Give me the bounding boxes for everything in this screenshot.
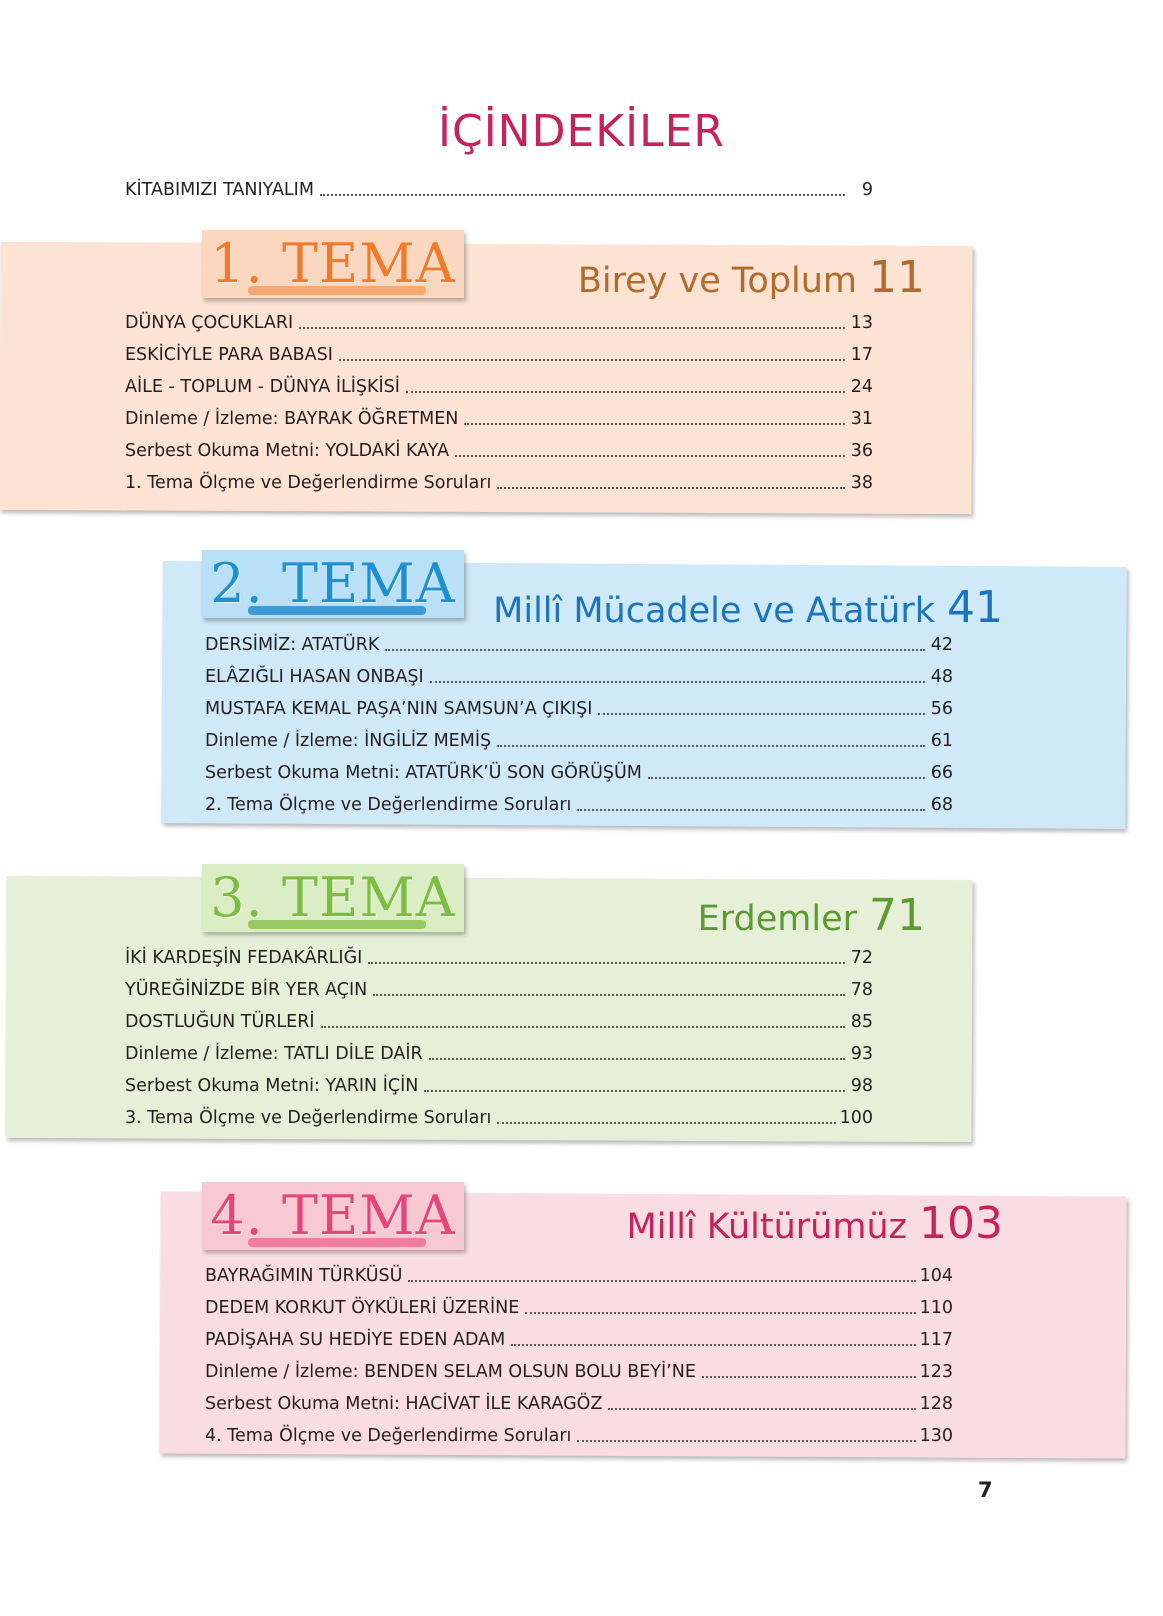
page-number: 7: [978, 1478, 993, 1502]
toc-entry[interactable]: [205, 1424, 953, 1448]
entry-page: 93: [850, 1044, 873, 1064]
toc-entry[interactable]: [125, 946, 873, 970]
entry-title: 1. Tema Ölçme ve Değerlendirme Soruları: [125, 473, 492, 493]
entry-page: 66: [930, 763, 953, 783]
theme-3-tag: [202, 864, 464, 932]
entry-title: Serbest Okuma Metni: YARIN İÇİN: [125, 1076, 419, 1096]
entry-page: 123: [919, 1362, 953, 1382]
toc-entry-intro[interactable]: [125, 178, 873, 202]
dot-leader: [429, 1057, 845, 1060]
theme-2-start-page: 41: [947, 582, 1003, 633]
entry-title: MUSTAFA KEMAL PAŞA’NIN SAMSUN’A ÇIKIŞI: [205, 699, 593, 719]
theme-3-tag-text: 3. TEMA: [210, 866, 456, 929]
toc-entry[interactable]: [125, 343, 873, 367]
entry-title: DERSİMİZ: ATATÜRK: [205, 635, 380, 655]
theme-4-tag-text: 4. TEMA: [210, 1184, 456, 1247]
theme-1-tag: [202, 230, 464, 298]
toc-entry[interactable]: [125, 407, 873, 431]
dot-leader: [497, 486, 845, 489]
dot-leader: [577, 808, 925, 811]
entry-title: 3. Tema Ölçme ve Değerlendirme Soruları: [125, 1108, 492, 1128]
entry-page: 24: [850, 377, 873, 397]
entry-title: DÜNYA ÇOCUKLARI: [125, 313, 294, 333]
entry-page: 85: [850, 1012, 873, 1032]
entry-page: 17: [850, 345, 873, 365]
dot-leader: [430, 680, 925, 683]
entry-title: ESKİCİYLE PARA BABASI: [125, 345, 333, 365]
dot-leader: [406, 390, 845, 393]
entry-title: Dinleme / İzleme: İNGİLİZ MEMİŞ: [205, 731, 492, 751]
entry-page: 72: [850, 948, 873, 968]
dot-leader: [373, 993, 845, 996]
dot-leader: [497, 1121, 835, 1124]
entry-page: 31: [850, 409, 873, 429]
dot-leader: [464, 422, 845, 425]
toc-entry[interactable]: [205, 1392, 953, 1416]
entry-page: 68: [930, 795, 953, 815]
theme-3-title: Erdemler: [697, 899, 857, 939]
dot-leader: [577, 1439, 915, 1442]
toc-entry[interactable]: [125, 471, 873, 495]
entry-page: 48: [930, 667, 953, 687]
entry-page: 128: [919, 1394, 953, 1414]
page-title: İÇİNDEKİLER: [438, 106, 725, 157]
toc-entry[interactable]: [205, 633, 953, 657]
entry-page: 13: [850, 313, 873, 333]
entry-title: KİTABIMIZI TANIYALIM: [125, 180, 314, 200]
dot-leader: [299, 326, 845, 329]
dot-leader: [321, 1025, 845, 1028]
entry-page: 100: [839, 1108, 873, 1128]
entry-page: 98: [850, 1076, 873, 1096]
theme-1-tag-text: 1. TEMA: [210, 232, 456, 295]
theme-4-name: [626, 1198, 1003, 1249]
dot-leader: [320, 193, 845, 196]
entry-title: ELÂZIĞLI HASAN ONBAŞI: [205, 667, 424, 687]
dot-leader: [339, 358, 845, 361]
entry-title: İKİ KARDEŞİN FEDAKÂRLIĞI: [125, 948, 363, 968]
toc-entry[interactable]: [125, 1042, 873, 1066]
entry-title: YÜREĞİNİZDE BİR YER AÇIN: [125, 980, 368, 1000]
entry-title: PADİŞAHA SU HEDİYE EDEN ADAM: [205, 1330, 506, 1350]
toc-entry[interactable]: [205, 729, 953, 753]
toc-entry[interactable]: [125, 439, 873, 463]
entry-title: 2. Tema Ölçme ve Değerlendirme Soruları: [205, 795, 572, 815]
toc-entry[interactable]: [125, 375, 873, 399]
entry-title: DOSTLUĞUN TÜRLERİ: [125, 1012, 315, 1032]
entry-title: AİLE - TOPLUM - DÜNYA İLİŞKİSİ: [125, 377, 400, 397]
entry-title: Dinleme / İzleme: TATLI DİLE DAİR: [125, 1044, 423, 1064]
entry-title: Serbest Okuma Metni: YOLDAKİ KAYA: [125, 441, 450, 461]
dot-leader: [368, 961, 845, 964]
toc-entry[interactable]: [125, 978, 873, 1002]
dot-leader: [455, 454, 845, 457]
entry-page: 130: [919, 1426, 953, 1446]
entry-page: 78: [850, 980, 873, 1000]
toc-entry[interactable]: [125, 311, 873, 335]
entry-page: 38: [850, 473, 873, 493]
toc-entry[interactable]: [205, 1360, 953, 1384]
theme-3-name: [697, 890, 925, 941]
theme-3-start-page: 71: [869, 890, 925, 941]
entry-title: Serbest Okuma Metni: HACİVAT İLE KARAGÖZ: [205, 1394, 603, 1414]
theme-4-title: Millî Kültürümüz: [626, 1207, 908, 1247]
entry-title: 4. Tema Ölçme ve Değerlendirme Soruları: [205, 1426, 572, 1446]
entry-title: Dinleme / İzleme: BAYRAK ÖĞRETMEN: [125, 409, 459, 429]
dot-leader: [648, 776, 925, 779]
theme-1-title: Birey ve Toplum: [577, 261, 857, 301]
toc-entry[interactable]: [205, 1264, 953, 1288]
toc-entry[interactable]: [205, 665, 953, 689]
entry-page: 42: [930, 635, 953, 655]
dot-leader: [608, 1407, 915, 1410]
entry-title: DEDEM KORKUT ÖYKÜLERİ ÜZERİNE: [205, 1298, 520, 1318]
dot-leader: [598, 712, 925, 715]
toc-entry[interactable]: [205, 1296, 953, 1320]
toc-entry[interactable]: [205, 1328, 953, 1352]
dot-leader: [408, 1279, 915, 1282]
toc-entry[interactable]: [205, 761, 953, 785]
entry-title: Serbest Okuma Metni: ATATÜRK’Ü SON GÖRÜŞÜM: [205, 763, 642, 783]
dot-leader: [511, 1343, 915, 1346]
entry-page: 56: [930, 699, 953, 719]
dot-leader: [385, 648, 925, 651]
theme-1-start-page: 11: [869, 252, 925, 303]
entry-title: Dinleme / İzleme: BENDEN SELAM OLSUN BOLU BEYİ’NE: [205, 1362, 696, 1382]
entry-page: 104: [919, 1266, 953, 1286]
theme-2-name: [493, 582, 1003, 633]
theme-2-tag: [202, 550, 464, 618]
theme-4-tag: [202, 1182, 464, 1250]
theme-4-start-page: 103: [919, 1198, 1003, 1249]
dot-leader: [525, 1311, 915, 1314]
theme-1-name: [577, 252, 925, 303]
dot-leader: [497, 744, 925, 747]
entry-page: 61: [930, 731, 953, 751]
theme-2-tag-text: 2. TEMA: [210, 552, 456, 615]
toc-entry[interactable]: [205, 697, 953, 721]
toc-entry[interactable]: [125, 1074, 873, 1098]
toc-entry[interactable]: [125, 1106, 873, 1130]
dot-leader: [702, 1375, 916, 1378]
toc-entry[interactable]: [125, 1010, 873, 1034]
toc-entry[interactable]: [205, 793, 953, 817]
entry-page: 36: [850, 441, 873, 461]
dot-leader: [424, 1089, 845, 1092]
entry-page: 110: [919, 1298, 953, 1318]
entry-page: 9: [861, 180, 873, 200]
theme-2-title: Millî Mücadele ve Atatürk: [493, 591, 935, 631]
entry-page: 117: [919, 1330, 953, 1350]
entry-title: BAYRAĞIMIN TÜRKÜSÜ: [205, 1266, 403, 1286]
